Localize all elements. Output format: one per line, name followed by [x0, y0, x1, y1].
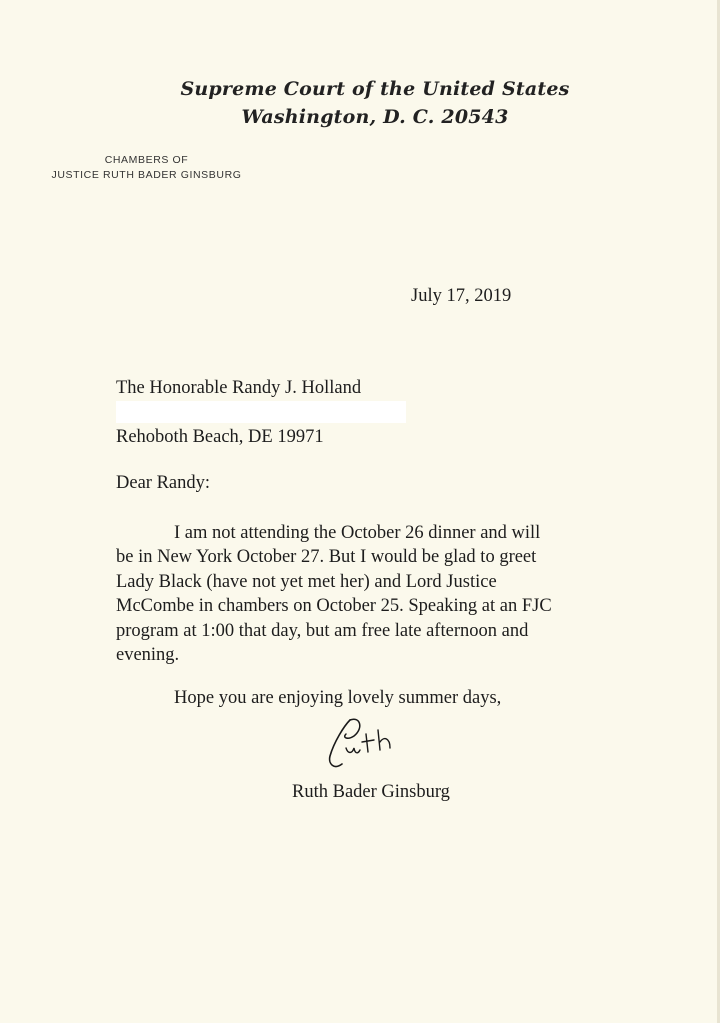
- chambers-justice: JUSTICE RUTH BADER GINSBURG: [51, 169, 242, 181]
- body-line: Lady Black (have not yet met her) and Lord Justice: [116, 571, 497, 592]
- letterhead-court: Supreme Court of the United States: [180, 78, 570, 100]
- salutation: Dear Randy:: [116, 473, 211, 493]
- signer-name: Ruth Bader Ginsburg: [292, 782, 450, 802]
- letterhead-address: Washington, D. C. 20543: [241, 106, 509, 128]
- recipient-name: The Honorable Randy J. Holland: [116, 378, 362, 398]
- body-line: program at 1:00 that day, but am free late afternoon and: [116, 620, 529, 641]
- chambers-label: CHAMBERS OF: [104, 154, 189, 166]
- letter-body: [116, 521, 636, 667]
- body-line: be in New York October 27. But I would be glad to greet: [116, 547, 537, 568]
- letter-date: July 17, 2019: [411, 286, 512, 306]
- body-line: evening.: [116, 645, 180, 666]
- body-line: I am not attending the October 26 dinner and will: [174, 523, 541, 543]
- redacted-address-line: [116, 401, 406, 423]
- body-line: McCombe in chambers on October 25. Speaking at an FJC: [116, 596, 552, 617]
- handwritten-signature: [320, 708, 410, 783]
- recipient-city-line: Rehoboth Beach, DE 19971: [116, 427, 324, 447]
- closing-line: Hope you are enjoying lovely summer days,: [174, 688, 502, 708]
